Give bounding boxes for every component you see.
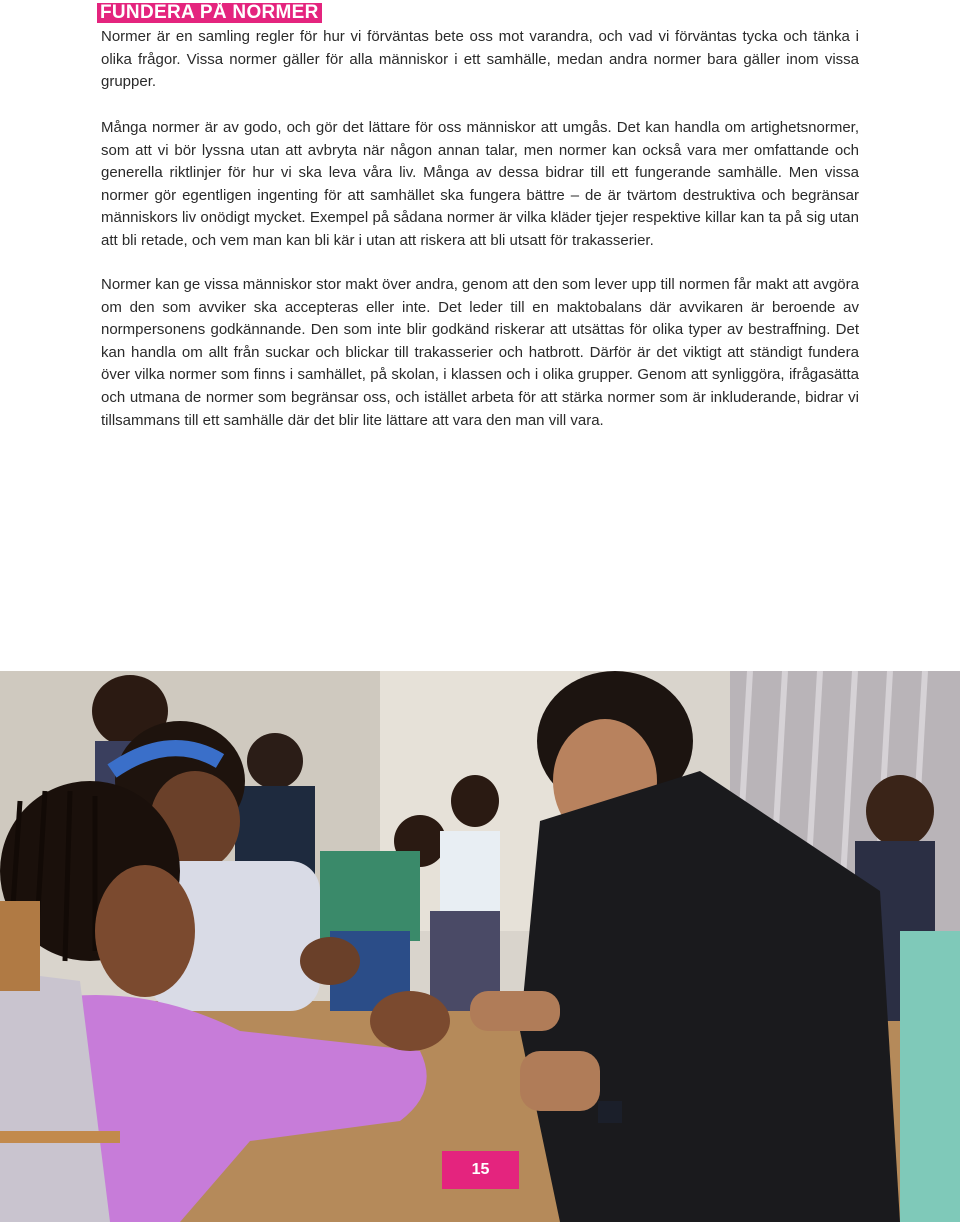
paragraph-norms-good-bad: Många normer är av godo, och gör det lättare för oss människor att umgås. Det kan handla om artighetsnormer, som att vi bör lyssna utan att avbryta när någon annan talar, men normer kan också vara mer omfattande och generella riktlinjer för hur vi ska leva våra liv. Många av dessa bidrar till ett fungerande samhälle. Men vissa normer gör egentligen ingenting för att samhället ska fungera bättre – de är tvärtom destruktiva och begränsar människors liv onödigt mycket. Exempel på sådana normer är vilka kläder tjejer respektive killar kan ta på sig utan att bli retade, och vem man kan bli kär i utan att riskera att bli utsatt för trakasserier. bbox=[101, 119, 859, 249]
paragraph-norms-power: Normer kan ge vissa människor stor makt över andra, genom att den som lever upp till normen får makt att avgöra om den som avviker ska accepteras eller inte. Det leder till en maktobalans där avvikaren är beroende av normpersonens godkännande. Den som inte blir godkänd riskerar att utsättas för olika typer av bestraffning. Det kan handla om allt från suckar och blickar till trakasserier och hatbrott. Därför är det viktigt att ständigt fundera över vilka normer som finns i samhället, på skolan, i klassen och i olika grupper. Genom att synliggöra, ifrågasätta och utmana de normer som begränsar oss, och istället arbeta för att stärka normer som är inkluderande, bidrar vi tillsammans till ett samhälle där det blir lite lättare att vara den man vill vara. bbox=[101, 276, 859, 429]
section-heading: FUNDERA PÅ NORMER bbox=[97, 3, 322, 23]
paragraph-intro: Normer är en samling regler för hur vi förväntas bete oss mot varandra, och vad vi förväntas tycka och tänka i olika frågor. Vissa normer gäller för alla människor i ett samhälle, medan andra normer bara gäller inom vissa grupper. bbox=[101, 28, 859, 91]
page-number: 15 bbox=[442, 1151, 519, 1189]
classroom-photo bbox=[0, 671, 960, 1222]
